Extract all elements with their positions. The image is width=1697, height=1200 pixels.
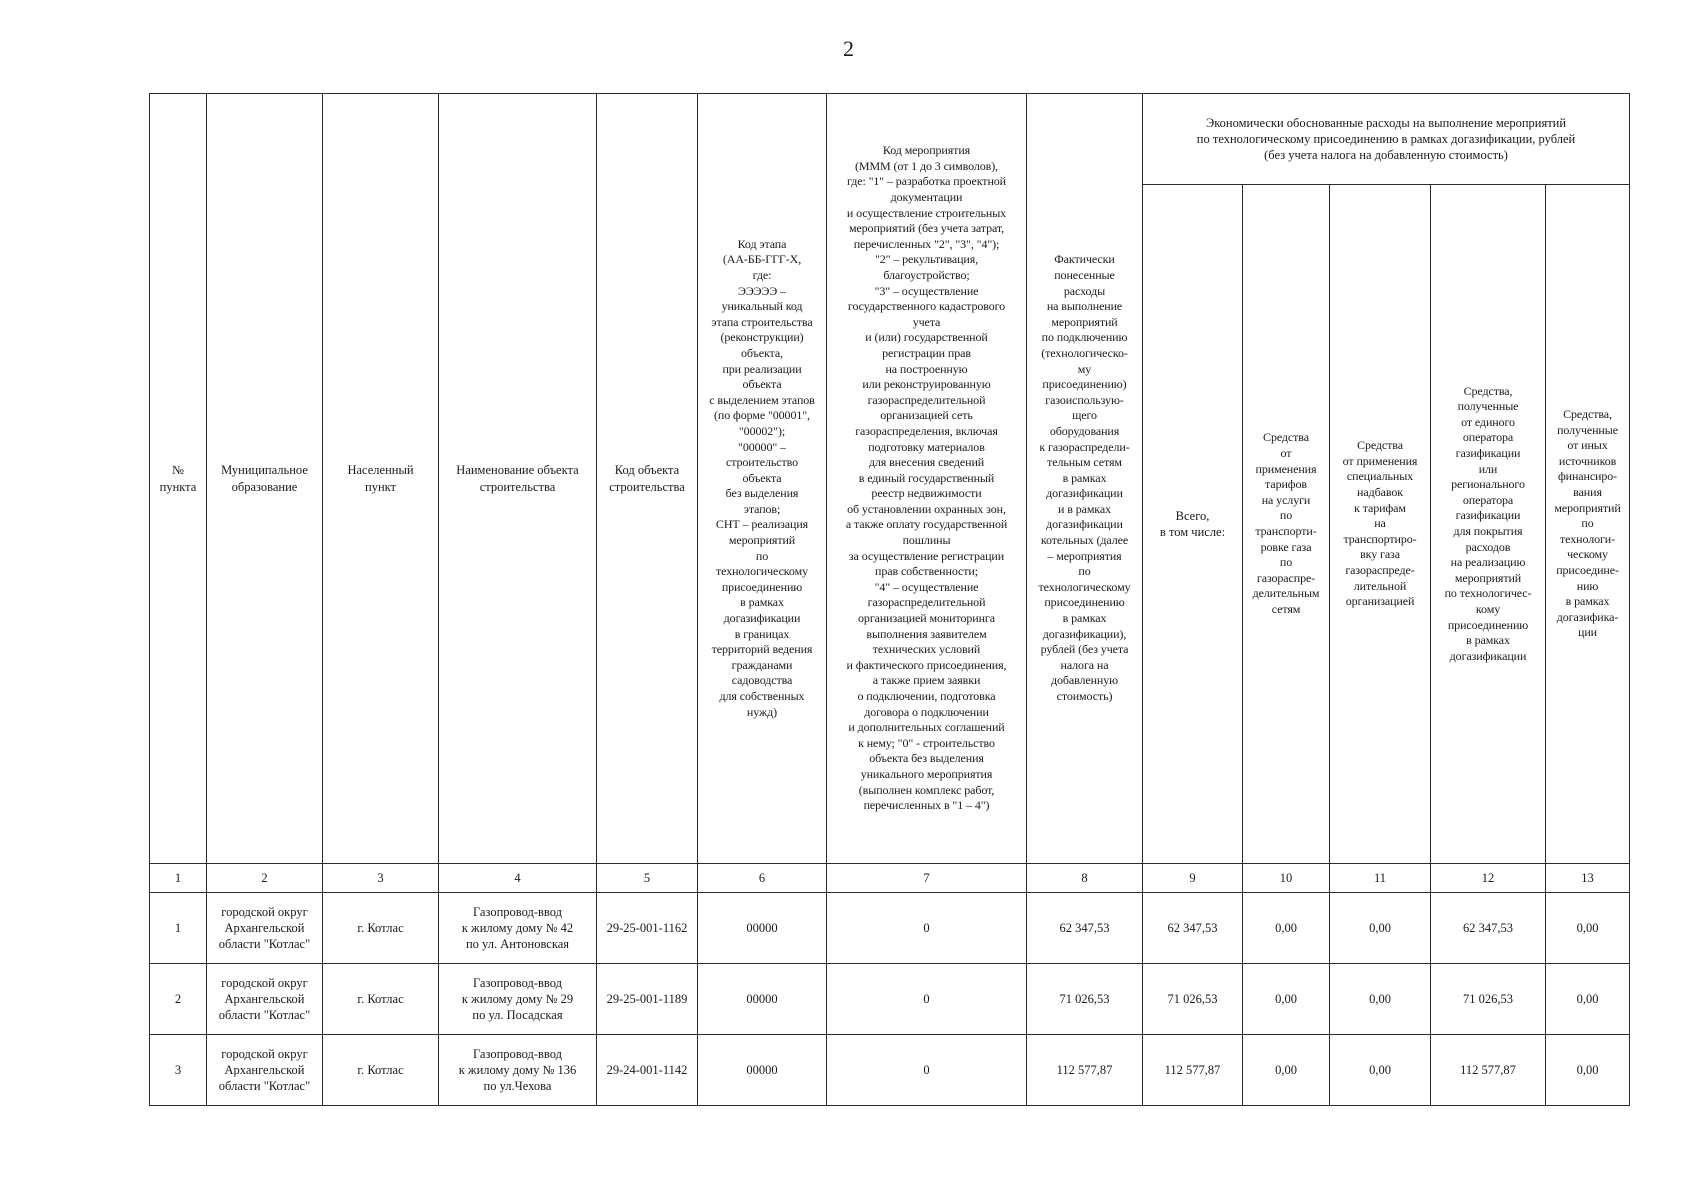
page-number: 2 <box>843 36 854 61</box>
column-number: 9 <box>1143 864 1243 893</box>
cell-locality: г. Котлас <box>323 893 439 964</box>
cell-municipality: городской округ Архангельской области "Котлас" <box>207 1035 323 1106</box>
column-number: 6 <box>698 864 827 893</box>
cell-point-number: 3 <box>150 1035 207 1106</box>
column-number: 3 <box>323 864 439 893</box>
header-total: Всего, в том числе: <box>1143 185 1243 864</box>
header-actual-costs: Фактически понесенные расходы на выполнение мероприятий по подключению (технологическо- му присоединению) газоиспользую- щего оборудования к газораспредели- тельным сетям в рамках догазификации и в рамках догазификации котельных (далее – мероприятия по технологическому присоединению в рамках догазификации), рублей (без учета налога на добавленную стоимость) <box>1027 94 1143 864</box>
header-row <box>150 94 1630 185</box>
cell-event-code: 0 <box>827 964 1027 1035</box>
header-object-code: Код объекта строительства <box>597 94 698 864</box>
cell-object-name: Газопровод-ввод к жилому дому № 29 по ул. Посадская <box>439 964 597 1035</box>
cell-actual-costs: 62 347,53 <box>1027 893 1143 964</box>
header-operator-funds: Средства, полученные от единого оператора газификации или регионального оператора газификации для покрытия расходов на реализацию мероприятий по технологичес- кому присоединению в рамках догазификации <box>1431 185 1546 864</box>
cell-object-name: Газопровод-ввод к жилому дому № 136 по ул.Чехова <box>439 1035 597 1106</box>
cell-event-code: 0 <box>827 1035 1027 1106</box>
header-surcharges: Средства от применения специальных надбавок к тарифам на транспортиро- вку газа газораспреде- лительной организацией <box>1330 185 1431 864</box>
table-row <box>150 964 1630 1035</box>
cell-object-code: 29-24-001-1142 <box>597 1035 698 1106</box>
cell-surcharges: 0,00 <box>1330 964 1431 1035</box>
column-number: 5 <box>597 864 698 893</box>
cell-point-number: 2 <box>150 964 207 1035</box>
column-number: 4 <box>439 864 597 893</box>
cell-other-sources: 0,00 <box>1546 964 1630 1035</box>
cell-event-code: 0 <box>827 893 1027 964</box>
cell-total: 62 347,53 <box>1143 893 1243 964</box>
cell-stage-code: 00000 <box>698 893 827 964</box>
cell-total: 71 026,53 <box>1143 964 1243 1035</box>
cell-surcharges: 0,00 <box>1330 1035 1431 1106</box>
header-stage-code: Код этапа (АА-ББ-ГГГ-Х, где: ЭЭЭЭЭ – уникальный код этапа строительства (реконструкции) объекта, при реализации объекта с выделением этапов (по форме "00001", "00002"); "00000" – строительство объекта без выделения этапов; СНТ – реализация мероприятий по технологическому присоединению в рамках догазификации в границах территорий ведения гражданами садоводства для собственных нужд) <box>698 94 827 864</box>
cell-stage-code: 00000 <box>698 964 827 1035</box>
cell-operator-funds: 112 577,87 <box>1431 1035 1546 1106</box>
cell-total: 112 577,87 <box>1143 1035 1243 1106</box>
cell-other-sources: 0,00 <box>1546 1035 1630 1106</box>
cell-operator-funds: 62 347,53 <box>1431 893 1546 964</box>
table-row <box>150 893 1630 964</box>
cell-tariffs: 0,00 <box>1243 1035 1330 1106</box>
column-number: 1 <box>150 864 207 893</box>
header-other-sources: Средства, полученные от иных источников финансиро- вания мероприятий по технологи- ческому присоедине- нию в рамках догазифика- ции <box>1546 185 1630 864</box>
cell-actual-costs: 112 577,87 <box>1027 1035 1143 1106</box>
cell-object-code: 29-25-001-1189 <box>597 964 698 1035</box>
cell-point-number: 1 <box>150 893 207 964</box>
cell-object-code: 29-25-001-1162 <box>597 893 698 964</box>
cell-municipality: городской округ Архангельской области "Котлас" <box>207 893 323 964</box>
header-event-code: Код мероприятия (МММ (от 1 до 3 символов), где: "1" – разработка проектной документации и осуществление строительных мероприятий (без учета затрат, перечисленных "2", "3", "4"); "2" – рекультивация, благоустройство; "3" – осуществление государственного кадастрового учета и (или) государственной регистрации прав на построенную или реконструированную газораспределительной организацией сеть газораспределения, включая подготовку материалов для внесения сведений в единый государственный реестр недвижимости об установлении охранных зон, а также оплату государственной пошлины за осуществление регистрации прав собственности; "4" – осуществление газораспределительной организацией мониторинга выполнения заявителем технических условий и фактического присоединения, а также прием заявки о подключении, подготовка договора о подключении и дополнительных соглашений к нему; "0" - строительство объекта без выделения уникального мероприятия (выполнен комплекс работ, перечисленных в "1 – 4") <box>827 94 1027 864</box>
column-number: 7 <box>827 864 1027 893</box>
column-number: 13 <box>1546 864 1630 893</box>
column-number: 11 <box>1330 864 1431 893</box>
cell-tariffs: 0,00 <box>1243 893 1330 964</box>
cell-stage-code: 00000 <box>698 1035 827 1106</box>
cell-tariffs: 0,00 <box>1243 964 1330 1035</box>
header-tariffs: Средства от применения тарифов на услуги по транспорти- ровке газа по газораспре- делительным сетям <box>1243 185 1330 864</box>
cell-actual-costs: 71 026,53 <box>1027 964 1143 1035</box>
cell-operator-funds: 71 026,53 <box>1431 964 1546 1035</box>
table-row <box>150 1035 1630 1106</box>
column-number: 12 <box>1431 864 1546 893</box>
column-number: 8 <box>1027 864 1143 893</box>
cell-locality: г. Котлас <box>323 964 439 1035</box>
cell-object-name: Газопровод-ввод к жилому дому № 42 по ул. Антоновская <box>439 893 597 964</box>
costs-table <box>149 93 1630 1106</box>
cell-municipality: городской округ Архангельской области "Котлас" <box>207 964 323 1035</box>
cell-surcharges: 0,00 <box>1330 893 1431 964</box>
header-municipality: Муниципальное образование <box>207 94 323 864</box>
header-point-number: № пункта <box>150 94 207 864</box>
cell-locality: г. Котлас <box>323 1035 439 1106</box>
cell-other-sources: 0,00 <box>1546 893 1630 964</box>
column-number: 10 <box>1243 864 1330 893</box>
column-number-row <box>150 864 1630 893</box>
column-number: 2 <box>207 864 323 893</box>
header-object-name: Наименование объекта строительства <box>439 94 597 864</box>
header-economic-costs-group: Экономически обоснованные расходы на выполнение мероприятий по технологическому присоединению в рамках догазификации, рублей (без учета налога на добавленную стоимость) <box>1143 94 1630 185</box>
header-locality: Населенный пункт <box>323 94 439 864</box>
